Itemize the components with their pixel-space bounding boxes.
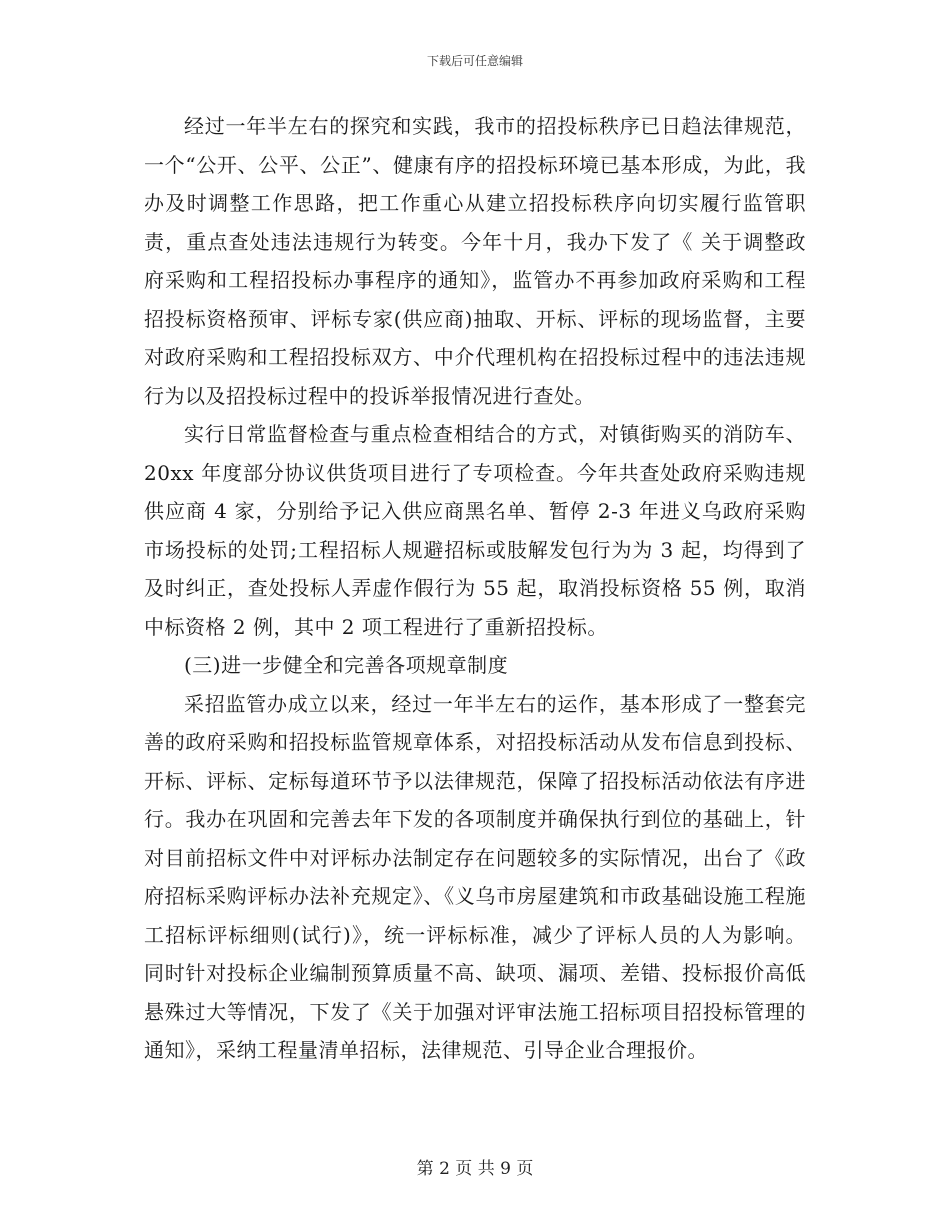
document-body [144, 107, 806, 1070]
section-heading-rules: (三)进一步健全和完善各项规章制度 [184, 653, 509, 677]
paragraph-inspection-results: 实行日常监督检查与重点检查相结合的方式，对镇街购买的消防车、20xx 年度部分协议供货项目进行了专项检查。今年共查处政府采购违规供应商 4 家，分别给予记入供应商黑名单、暂停 2-3 年进义乌政府采购市场投标的处罚;工程招标人规避招标或肢解发包行为为 3 起，均得到了及时纠正，查处投标人弄虚作假行为 55 起，取消投标资格 55 例，取消中标资格 2 例，其中 2 项工程进行了重新招投标。 [144, 422, 806, 639]
page-header-note: 下载后可任意编辑 [426, 54, 523, 68]
paragraph-rules-system: 采招监管办成立以来，经过一年半左右的运作，基本形成了一整套完善的政府采购和招投标监管规章体系，对招投标活动从发布信息到投标、开标、评标、定标每道环节予以法律规范，保障了招投标活动依法有序进行。我办在巩固和完善去年下发的各项制度并确保执行到位的基础上，针对目前招标文件中对评标办法制定存在问题较多的实际情况，出台了《政府招标采购评标办法补充规定》、《义乌市房屋建筑和市政基础设施工程施工招标评标细则(试行)》，统一评标标准，减少了评标人员的人为影响。同时针对投标企业编制预算质量不高、缺项、漏项、差错、投标报价高低悬殊过大等情况，下发了《关于加强对评审法施工招标项目招投标管理的通知》，采纳工程量清单招标，法律规范、引导企业合理报价。 [144, 691, 806, 1062]
page-number-footer: 第 2 页 共 9 页 [416, 1159, 534, 1179]
paragraph-supervision-shift: 经过一年半左右的探究和实践，我市的招投标秩序已日趋法律规范，一个“公开、公平、公正”、健康有序的招投标环境已基本形成，为此，我办及时调整工作思路，把工作重心从建立招投标秩序向切实履行监管职责，重点查处违法违规行为转变。今年十月，我办下发了《 关于调整政府采购和工程招投标办事程序的通知》，监管办不再参加政府采购和工程招投标资格预审、评标专家(供应商)抽取、开标、评标的现场监督，主要对政府采购和工程招投标双方、中介代理机构在招投标过程中的违法违规行为以及招投标过程中的投诉举报情况进行查处。 [144, 114, 806, 408]
